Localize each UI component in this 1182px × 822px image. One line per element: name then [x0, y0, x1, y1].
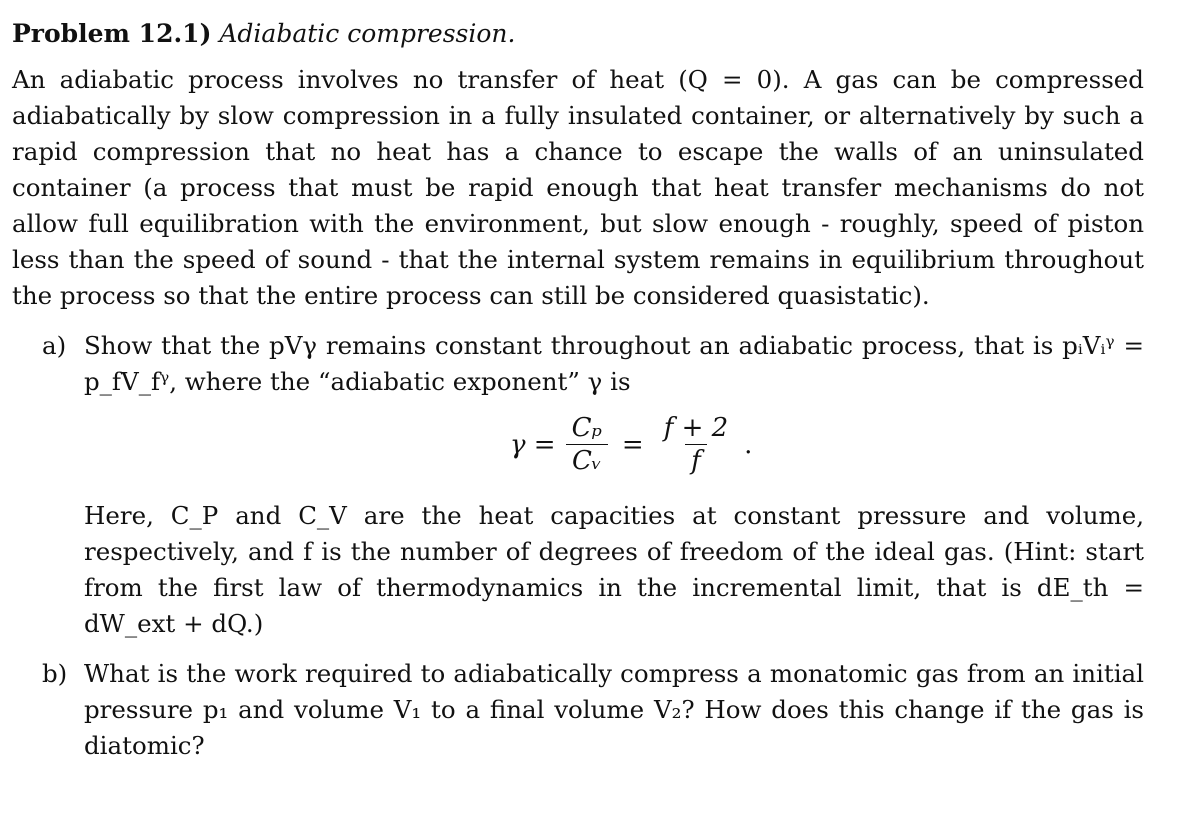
problem-number: Problem 12.1)	[12, 19, 212, 48]
part-a-text1: Show that the pVγ remains constant throughout an adiabatic process, that is pᵢVᵢᵞ = p_fV_fᵞ, where the “adiabatic exponent” γ is	[84, 331, 1144, 396]
eq-lhs: γ =	[510, 429, 556, 460]
fraction-f	[658, 412, 734, 477]
problem-subtitle: Adiabatic compression.	[219, 19, 516, 48]
fraction-cp-cv	[566, 412, 608, 477]
part-b	[12, 656, 1144, 764]
part-a	[12, 328, 1144, 642]
intro-paragraph: An adiabatic process involves no transfer of heat (Q = 0). A gas can be compressed adiabatically by slow compression in a fully insulated container, or alternatively by such a rapid compression that no heat has a chance to escape the walls of an uninsulated container (a process that must be rapid enough that heat transfer mechanisms do not allow full equilibration with the environment, but slow enough - roughly, speed of piston less than the speed of sound - that the internal system remains in equilibrium throughout the process so that the entire process can still be considered quasistatic).	[12, 65, 1144, 310]
part-a-text2: Here, C_P and C_V are the heat capacities at constant pressure and volume, respectively, and f is the number of degrees of freedom of the ideal gas. (Hint: start from the first law of thermodynamics in the incremental limit, that is dE_th = dW_ext + dQ.)	[84, 501, 1144, 638]
frac1-numerator: Cₚ	[571, 413, 602, 443]
problem-page	[12, 14, 1144, 764]
eq-mid: =	[621, 429, 644, 460]
frac1-denominator: Cᵥ	[566, 444, 608, 477]
gamma-equation	[84, 406, 1144, 490]
part-a-label: a)	[42, 331, 67, 360]
problem-title	[12, 14, 1144, 54]
frac2-denominator: f	[685, 444, 707, 477]
part-b-label: b)	[42, 659, 68, 688]
part-b-text: What is the work required to adiabatically compress a monatomic gas from an initial pressure p₁ and volume V₁ to a final volume V₂? How does this change if the gas is diatomic?	[84, 659, 1144, 760]
frac2-numerator: f + 2	[663, 413, 729, 443]
eq-end: .	[744, 429, 753, 460]
